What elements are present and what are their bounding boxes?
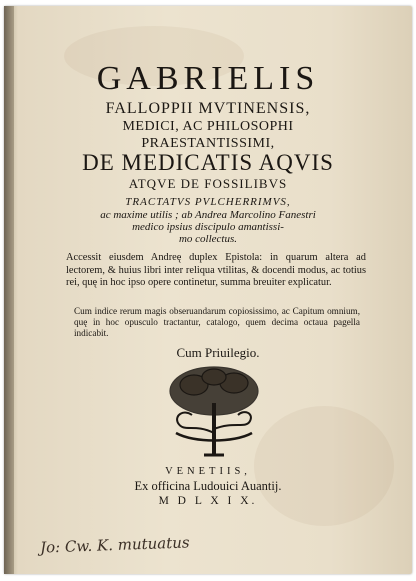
imprint-printer: Ex officina Ludouici Auantij. <box>134 479 282 493</box>
book-title: DE MEDICATIS AQVIS <box>82 150 334 175</box>
author-title: MEDICI, AC PHILOSOPHI <box>122 119 294 134</box>
editor-line: ac maxime utilis ; ab Andrea Marcolino Fanestri <box>100 209 316 221</box>
imprint-year: M D L X I X. <box>158 495 258 507</box>
index-paragraph: Cum indice rerum magis obseruandarum copiosissimo, ac Capitum omnium, quę in hoc opusculo tractantur, catalogo, quem decima octaua pagella indicabit. <box>74 306 360 338</box>
title-page <box>4 6 412 574</box>
editor-line-2: medico ipsius discipulo amantissi- <box>132 221 284 233</box>
author-name: GABRIELIS <box>96 60 320 97</box>
handwritten-inscription: Jo: Cw. K. mutuatus <box>39 533 190 557</box>
imprint-place: VENETIIS, <box>165 466 251 477</box>
editor-line-3: mo collectus. <box>178 233 238 245</box>
treatise-line: TRACTATVS PVLCHERRIMVS, <box>125 196 291 208</box>
privilege-line: Cum Priuilegio. <box>176 345 260 360</box>
printers-device-tree-icon <box>154 363 274 463</box>
book-subtitle: ATQVE DE FOSSILIBVS <box>128 176 288 191</box>
author-origin: FALLOPPII MVTINENSIS, <box>105 100 311 117</box>
author-epithet: PRAESTANTISSIMI, <box>141 136 275 151</box>
epistle-paragraph: Accessit eiusdem Andreę duplex Epistola: in quarum altera ad lectorem, & huius libri inter reliqua vtilitas, & docendi modus, ac totius rei, quę in hoc ipso opere continetur, summa breuiter explicatur. <box>66 252 366 289</box>
